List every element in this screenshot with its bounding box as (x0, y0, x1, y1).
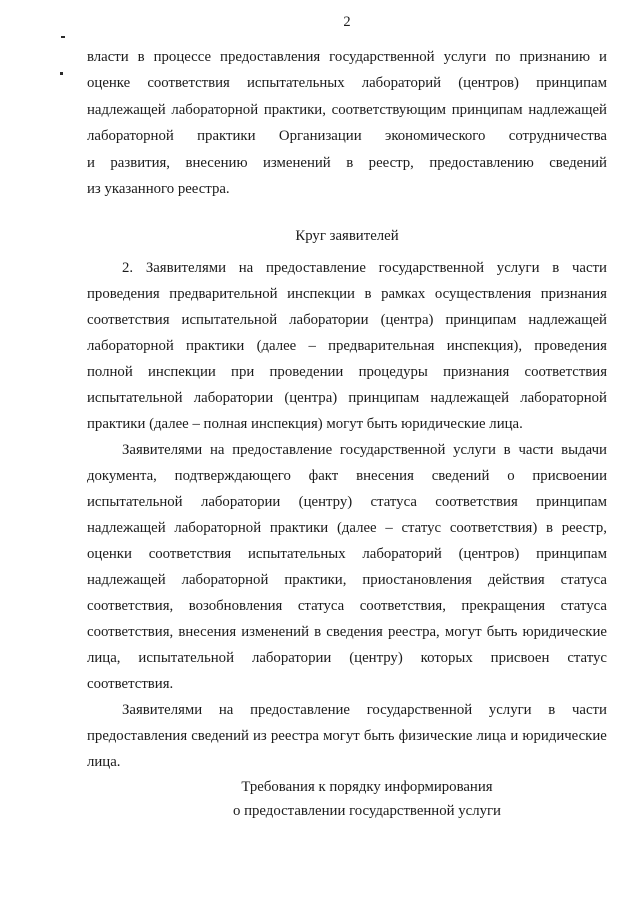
word: сведений (191, 728, 249, 744)
word: реестра (270, 728, 319, 744)
applicants-paragraph-2 (87, 437, 607, 697)
text-line (87, 463, 607, 489)
text-line (87, 515, 607, 541)
text-line (87, 97, 607, 123)
word: на (238, 260, 254, 276)
word: соответствия, (87, 624, 174, 640)
word: факт (308, 468, 339, 484)
word: статус (401, 520, 442, 536)
word: физические (398, 728, 473, 744)
word: (центра) (284, 390, 338, 406)
word: Заявителями (122, 702, 203, 718)
word: присвоении (532, 468, 607, 484)
word: в (545, 520, 553, 536)
text-line (87, 359, 607, 385)
text-line (87, 123, 607, 149)
section-heading-applicants: Круг заявителей (295, 228, 399, 244)
word: признанию (519, 49, 591, 65)
word: в (503, 442, 511, 458)
word: юридические (522, 624, 607, 640)
word: надлежащей (87, 572, 166, 588)
word: испытательной (87, 494, 183, 510)
text-line (87, 645, 607, 671)
text-line: лица. (87, 754, 121, 770)
word: надлежащей (87, 101, 166, 118)
word: (далее (336, 520, 377, 536)
word: предоставлению (429, 154, 534, 171)
word: инспекции (287, 286, 355, 302)
word: испытательных (246, 75, 345, 92)
word: лаборатории (289, 312, 369, 328)
text-line (87, 333, 607, 359)
word: подтверждающего (174, 468, 291, 484)
word: части (571, 702, 607, 718)
word: внесению (185, 154, 248, 171)
word: Организации (278, 128, 362, 145)
text-line (87, 593, 607, 619)
word: осуществления (434, 286, 532, 302)
word: 2. (122, 260, 134, 276)
word: предварительная (328, 338, 435, 354)
section-heading-information (127, 775, 607, 823)
text-line (87, 255, 607, 281)
word: признания (443, 364, 510, 380)
word: практики (269, 520, 329, 536)
word: на (218, 702, 234, 718)
word: предоставление (265, 260, 366, 276)
text-line (87, 541, 607, 567)
word: лабораторной (174, 520, 262, 536)
word: внесения (178, 624, 237, 640)
word: (центра) (380, 312, 434, 328)
word: сотрудничества (508, 128, 607, 145)
word: реестр, (561, 520, 607, 536)
applicants-paragraph-1 (87, 255, 607, 437)
word: прекращения (461, 598, 546, 614)
word: принципам (536, 546, 607, 562)
word: действия (487, 572, 545, 588)
word: предоставления (220, 49, 321, 65)
word: рамках (381, 286, 426, 302)
word: услуги (496, 260, 540, 276)
word: в (137, 49, 145, 65)
text-line (87, 723, 607, 749)
word: практики (197, 128, 256, 145)
text-line: из указанного реестра. (87, 180, 230, 197)
word: (центру) (298, 494, 353, 510)
word: принципам (536, 494, 607, 510)
word: реестра, (387, 624, 440, 640)
word: соответствия (147, 75, 230, 92)
text-line: практики (далее – полная инспекция) могут быть юридические лица. (87, 416, 523, 432)
word: лабораторий (361, 75, 442, 92)
word: соответствия) (449, 520, 538, 536)
word: соответствия (148, 546, 232, 562)
word: проведения (534, 338, 607, 354)
word: которых (420, 650, 473, 666)
word: в (548, 702, 556, 718)
word: изменений (263, 154, 331, 171)
word: (центров) (458, 546, 520, 562)
word: инспекция), (446, 338, 523, 354)
word: соответствия, (359, 598, 446, 614)
word: лаборатории (193, 390, 274, 406)
word: (центру) (349, 650, 403, 666)
word: лица, (87, 650, 121, 666)
word: оценки (87, 546, 132, 562)
text-line (87, 281, 607, 307)
word: части (518, 442, 554, 458)
word: проведении (269, 364, 344, 380)
word: государственной (366, 702, 473, 718)
word: в (346, 154, 354, 171)
word: услуги (443, 49, 487, 65)
word: практики, (284, 572, 347, 588)
word: лица (476, 728, 507, 744)
word: испытательных (248, 546, 346, 562)
text-line (87, 437, 607, 463)
word: процессе (153, 49, 212, 65)
word: и (510, 728, 519, 744)
word: проведения (87, 286, 160, 302)
word: юридические (522, 728, 607, 744)
text-line (87, 697, 607, 723)
word: лабораторной (181, 572, 269, 588)
word: процедуры (358, 364, 428, 380)
text-line (87, 385, 607, 411)
word: соответствия (524, 364, 607, 380)
page-number: 2 (343, 14, 351, 30)
text-line (87, 44, 607, 70)
word: инспекции (147, 364, 216, 380)
word: приостановления (362, 572, 472, 588)
word: лабораторной (520, 390, 607, 406)
word: статуса (370, 494, 417, 510)
word: власти (87, 49, 129, 65)
word: соответствия (87, 312, 170, 328)
word: и (87, 154, 95, 171)
word: в (364, 286, 372, 302)
intro-paragraph (87, 44, 607, 202)
word: статуса (560, 572, 607, 588)
word: возобновления (188, 598, 283, 614)
word: изменений (241, 624, 309, 640)
word: предоставления (87, 728, 188, 744)
word: статус (567, 650, 607, 666)
word: по (495, 49, 511, 65)
word: о (507, 468, 515, 484)
word: (центров) (458, 75, 519, 92)
word: надлежащей (430, 390, 510, 406)
word: практики (185, 338, 245, 354)
heading-line: Требования к порядку информирования (241, 779, 493, 795)
word: реестр, (368, 154, 414, 171)
word: лабораторной (87, 338, 174, 354)
word: принципам (536, 75, 607, 92)
word: – (385, 520, 393, 536)
word: быть (486, 624, 518, 640)
scan-mark (60, 72, 63, 75)
word: надлежащей (528, 101, 607, 118)
heading-line: о предоставлении государственной услуги (233, 803, 501, 819)
word: соответствующим (331, 101, 447, 118)
word: из (253, 728, 267, 744)
word: лабораторий (362, 546, 442, 562)
text-line (87, 567, 607, 593)
word: присвоен (490, 650, 550, 666)
word: полной (87, 364, 133, 380)
word: выдачи (561, 442, 607, 458)
word: испытательной (181, 312, 278, 328)
word: могут (323, 728, 360, 744)
word: (далее (256, 338, 297, 354)
text-line (87, 619, 607, 645)
word: Заявителями (145, 260, 227, 276)
text-line (87, 489, 607, 515)
word: быть (363, 728, 395, 744)
word: надлежащей (528, 312, 607, 328)
word: в (314, 624, 322, 640)
word: услуги (488, 702, 532, 718)
word: лабораторной (87, 128, 174, 145)
word: принципам (348, 390, 420, 406)
scan-mark (61, 36, 65, 38)
text-line: соответствия. (87, 676, 174, 692)
word: предварительной (169, 286, 278, 302)
word: государственной (339, 442, 446, 458)
word: внесения (356, 468, 414, 484)
word: статуса (560, 598, 607, 614)
word: лаборатории (251, 650, 332, 666)
word: части (571, 260, 607, 276)
word: предоставление (232, 442, 333, 458)
word: испытательной (87, 390, 183, 406)
word: лаборатории (200, 494, 281, 510)
word: оценке (87, 75, 131, 92)
word: и (598, 49, 607, 65)
word: сведений (549, 154, 607, 171)
word: могут (444, 624, 482, 640)
word: практики, (263, 101, 326, 118)
word: признания (540, 286, 607, 302)
word: соответствия (435, 494, 518, 510)
word: принципам (445, 312, 517, 328)
word: соответствия, (87, 598, 174, 614)
word: документа, (87, 468, 157, 484)
applicants-paragraph-3 (87, 697, 607, 775)
word: статуса (297, 598, 345, 614)
word: услуги (453, 442, 496, 458)
word: развития, (110, 154, 170, 171)
word: на (209, 442, 225, 458)
word: принципам (451, 101, 523, 118)
word: предоставление (250, 702, 350, 718)
word: испытательной (138, 650, 235, 666)
word: экономического (385, 128, 486, 145)
word: государственной (378, 260, 485, 276)
word: Заявителями (122, 442, 203, 458)
word: в (552, 260, 560, 276)
text-line (87, 307, 607, 333)
word: сведения (326, 624, 383, 640)
word: государственной (329, 49, 435, 65)
word: – (308, 338, 316, 354)
word: надлежащей (87, 520, 166, 536)
word: сведений (431, 468, 490, 484)
word: лабораторной (171, 101, 259, 118)
word: при (231, 364, 255, 380)
text-line (87, 150, 607, 176)
text-line (87, 70, 607, 96)
